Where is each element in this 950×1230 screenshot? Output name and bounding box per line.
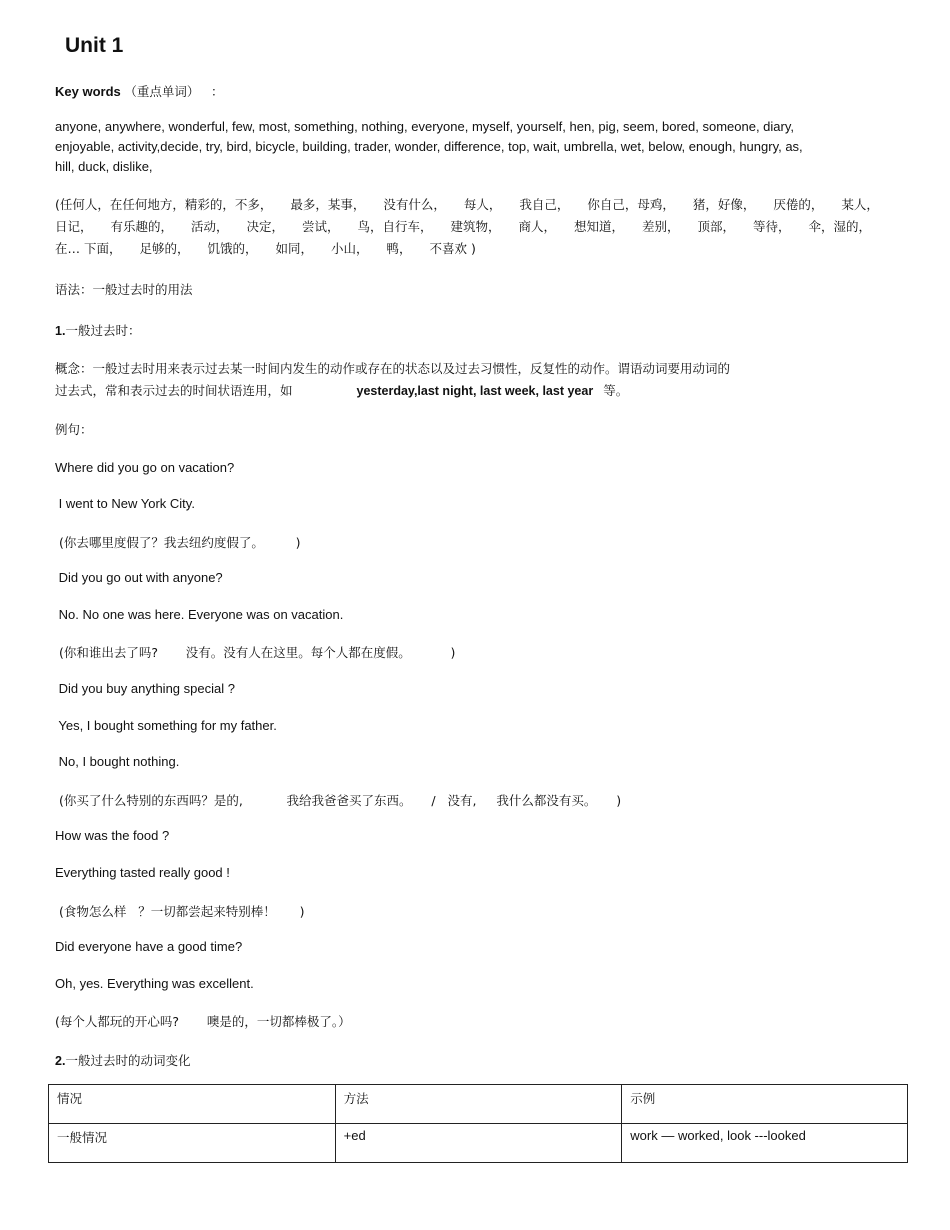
gloss-item: 小山， (330, 241, 369, 256)
gloss-item: 尝试， (302, 219, 340, 234)
section2-heading (55, 1051, 190, 1069)
gloss-item: 有乐趣的， (110, 219, 174, 234)
gloss-item: 某人， (841, 197, 879, 212)
table-cell: 一般情况 (49, 1124, 336, 1163)
example-sentence: Where did you go on vacation? (55, 460, 235, 475)
examples-label: 例句： (55, 422, 93, 437)
keywords-heading (55, 82, 224, 100)
gloss-item: 我自己， (519, 197, 570, 212)
gloss-item: 商人， (518, 219, 557, 234)
keywords-line: anyone, anywhere, wonderful, few, most, something, nothing, everyone, myself, yourself, hen, pig, seem, bored, someone, diary, (55, 119, 794, 134)
gloss-item: 鸟，自行车， (357, 219, 433, 234)
gloss-item: 没有什么， (383, 197, 446, 212)
example-sentence: Did everyone have a good time? (55, 939, 243, 954)
keywords-label-cn: （重点单词） (124, 84, 200, 99)
example-translation: (食物怎么样 ？一切都尝起来特别棒！ ) (55, 904, 305, 919)
table-header-row (49, 1085, 908, 1124)
example-sentence: How was the food ? (55, 828, 170, 843)
table-header-cell: 方法 (335, 1085, 622, 1124)
time-words: yesterday,last night, last week, last year (356, 384, 594, 398)
keywords-label: Key words (55, 84, 121, 99)
verb-change-table (48, 1084, 908, 1163)
example-sentence: I went to New York City. (55, 496, 195, 511)
gloss-item: 建筑物， (450, 219, 501, 234)
gloss-item: 等待， (753, 219, 791, 234)
table-header-cell: 情况 (49, 1085, 336, 1124)
page-title: Unit 1 (65, 34, 124, 57)
gloss-item: 饥饿的， (207, 241, 258, 256)
concept-line: 概念：一般过去时用来表示过去某一时间内发生的动作或存在的状态以及过去习惯性，反复性的动作。谓语动词要用动词的 (55, 361, 731, 376)
section1-number: 1. (55, 324, 66, 338)
gloss-item: 想知道， (574, 219, 625, 234)
gloss-item: 不喜欢 ) (429, 241, 476, 256)
table-header-cell: 示例 (622, 1085, 908, 1124)
gloss-item: 如同， (275, 241, 313, 256)
example-sentence: Yes, I bought something for my father. (55, 718, 277, 733)
section2-title: 一般过去时的动词变化 (65, 1053, 191, 1068)
gloss-item: 活动， (191, 219, 229, 234)
gloss-item: 日记， (55, 219, 93, 234)
example-translation: (你和谁出去了吗? 没有。没有人在这里。每个人都在度假。 ) (55, 645, 456, 660)
concept-line (55, 380, 730, 402)
gloss-item: 决定， (246, 219, 285, 234)
keywords-colon: ： (211, 84, 224, 99)
section2-number: 2. (55, 1054, 66, 1068)
keywords-list (55, 117, 803, 177)
concept-end: 等。 (603, 383, 629, 398)
keywords-line: hill, duck, dislike, (55, 159, 153, 174)
gloss-item: 差别， (642, 219, 680, 234)
gloss-item: 你自己，母鸡， (587, 197, 675, 212)
gloss-item: 顶部， (697, 219, 736, 234)
grammar-heading: 语法：一般过去时的用法 (55, 282, 193, 297)
gloss-item: 鸭， (386, 241, 412, 256)
gloss-item: 伞，湿的， (808, 219, 872, 234)
example-sentence: Did you go out with anyone? (55, 570, 223, 585)
gloss-item: (任何人，在任何地方，精彩的，不多， (55, 197, 273, 212)
gloss-item: 在… 下面， (55, 241, 122, 256)
example-translation: (每个人都玩的开心吗? 噢是的，一切都棒极了。） (55, 1014, 351, 1029)
example-translation: (你去哪里度假了？我去纽约度假了。 ) (55, 535, 301, 550)
concept-paragraph (55, 358, 730, 402)
keywords-gloss (55, 194, 905, 260)
section1-title: 一般过去时： (65, 323, 141, 338)
example-sentence: No. No one was here. Everyone was on vacation. (55, 607, 344, 622)
gloss-item: 每人， (463, 197, 502, 212)
example-sentence: Did you buy anything special ? (55, 681, 235, 696)
gloss-item: 足够的， (139, 241, 190, 256)
table-cell: work — worked, look ---looked (622, 1124, 908, 1163)
example-sentence: Everything tasted really good ! (55, 865, 230, 880)
gloss-item: 最多，某事， (290, 197, 366, 212)
table-row (49, 1124, 908, 1163)
example-sentence: Oh, yes. Everything was excellent. (55, 976, 254, 991)
gloss-item: 猪，好像， (692, 197, 756, 212)
concept-text: 过去式，常和表示过去的时间状语连用，如 (55, 383, 293, 398)
table-cell: +ed (335, 1124, 622, 1163)
example-sentence: No, I bought nothing. (55, 754, 180, 769)
gloss-item: 厌倦的， (773, 197, 824, 212)
section1-heading (55, 321, 140, 339)
keywords-line: enjoyable, activity,decide, try, bird, bicycle, building, trader, wonder, difference, top, wait, umbrella, wet, below, enough, hungry, as, (55, 139, 803, 154)
example-translation: (你买了什么特别的东西吗？是的, 我给我爸爸买了东西。 / 没有, 我什么都没有买。 ) (55, 793, 622, 808)
